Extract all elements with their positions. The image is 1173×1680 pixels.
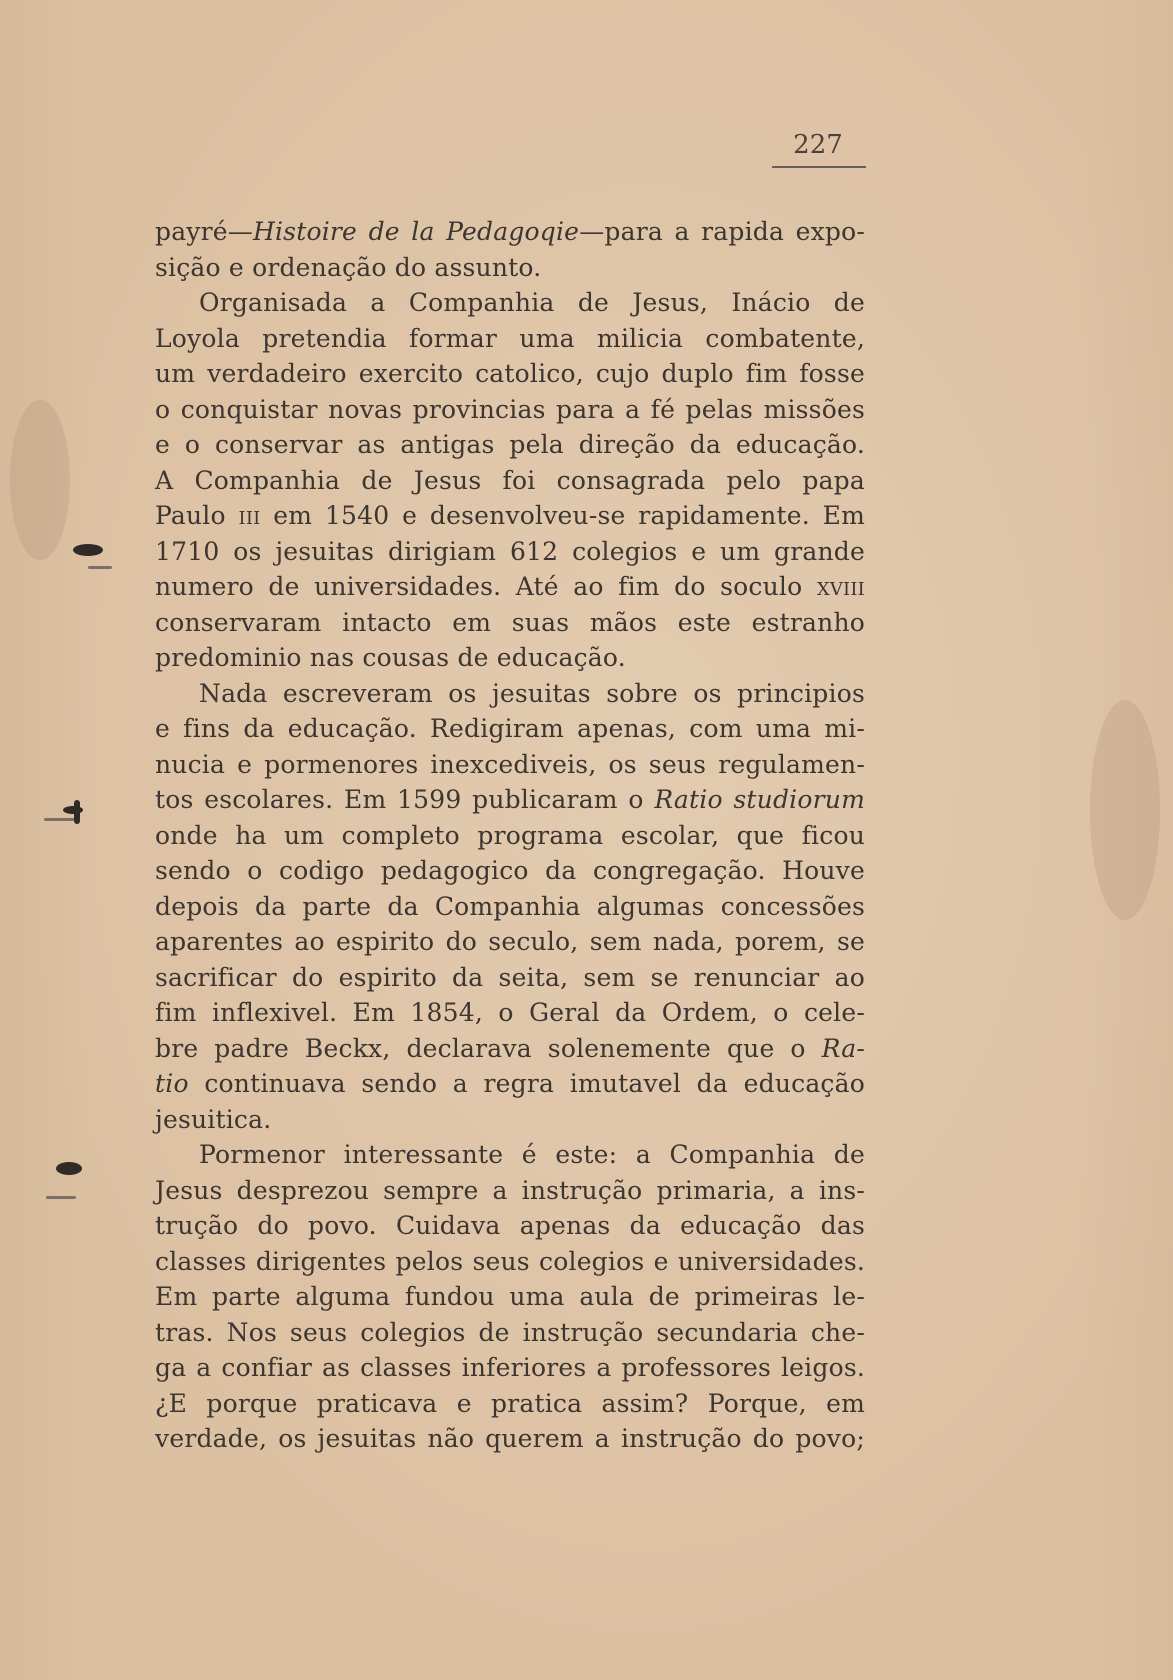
text-line xyxy=(155,924,865,960)
text-segment: bre padre Beckx, declarava solenemente que o xyxy=(155,1033,822,1063)
text-segment: numero de universidades. Até ao fim do soculo xyxy=(155,572,817,601)
text-segment: Nada escreveram os jesuitas sobre os principios xyxy=(199,678,865,708)
text-segment: aparentes ao espirito do seculo, sem nada, porem, se xyxy=(155,927,865,956)
text-segment: jesuitica. xyxy=(155,1104,272,1134)
text-line xyxy=(155,853,865,889)
text-line xyxy=(155,676,865,712)
text-segment: fim inflexivel. Em 1854, o Geral da Ordem, o cele- xyxy=(155,998,865,1027)
text-segment: predominio nas cousas de educação. xyxy=(155,643,626,672)
text-segment: um verdadeiro exercito catolico, cujo duplo fim fosse xyxy=(155,359,865,388)
text-line xyxy=(155,250,865,286)
text-line xyxy=(155,1421,865,1457)
text-segment: Paulo xyxy=(155,501,239,530)
text-segment: onde ha um completo programa escolar, que ficou xyxy=(155,820,865,850)
italic-text: tio xyxy=(155,1069,189,1098)
binding-hole-shadow xyxy=(88,566,112,569)
text-segment: depois da parte da Companhia algumas concessões xyxy=(155,891,865,921)
text-segment: e o conservar as antigas pela direção da educação. xyxy=(155,430,865,459)
text-line xyxy=(155,285,865,321)
text-line xyxy=(155,782,865,818)
text-line xyxy=(155,356,865,392)
text-line xyxy=(155,1208,865,1244)
text-line xyxy=(155,1031,865,1067)
text-line xyxy=(155,427,865,463)
text-line xyxy=(155,960,865,996)
text-segment: ¿E porque praticava e pratica assim? Porque, em xyxy=(155,1388,865,1418)
text-line xyxy=(155,711,865,747)
text-line xyxy=(155,1066,865,1102)
text-line xyxy=(155,889,865,925)
text-line xyxy=(155,569,865,605)
text-line xyxy=(155,640,865,676)
italic-text: Histoire de la Pedagoqie xyxy=(252,217,580,246)
text-segment: trução do povo. Cuidava apenas da educação das xyxy=(155,1211,865,1240)
text-segment: continuava sendo a regra imutavel da educação xyxy=(188,1069,865,1098)
italic-text: Ratio studiorum xyxy=(654,785,865,814)
text-segment: tras. Nos seus colegios de instrução secundaria che- xyxy=(155,1317,865,1347)
text-line xyxy=(155,995,865,1031)
text-line xyxy=(155,534,865,570)
text-segment: o conquistar novas provincias para a fé pelas missões xyxy=(155,394,865,424)
italic-text: Ra- xyxy=(821,1033,865,1063)
text-line xyxy=(155,605,865,641)
text-line xyxy=(155,1279,865,1315)
binding-hole-mark xyxy=(74,800,80,824)
text-line xyxy=(155,1173,865,1209)
text-line xyxy=(155,1315,865,1351)
text-segment: verdade, os jesuitas não querem a instrução do povo; xyxy=(155,1424,865,1453)
text-line xyxy=(155,1386,865,1422)
text-line xyxy=(155,463,865,499)
text-segment: sacrificar do espirito da seita, sem se renunciar ao xyxy=(155,962,865,992)
text-line xyxy=(155,1137,865,1173)
text-line xyxy=(155,1102,865,1138)
text-line xyxy=(155,498,865,534)
text-line xyxy=(155,1350,865,1386)
text-segment: conservaram intacto em suas mãos este estranho xyxy=(155,607,865,637)
text-segment: Organisada a Companhia de Jesus, Inácio de xyxy=(199,288,865,317)
text-segment: payré— xyxy=(155,217,253,246)
page-number-rule xyxy=(772,166,866,168)
text-segment: Pormenor interessante é este: a Companhia de xyxy=(199,1140,865,1169)
text-segment: ga a confiar as classes inferiores a professores leigos. xyxy=(155,1353,865,1382)
text-line xyxy=(155,818,865,854)
text-segment: em 1540 e desenvolveu-se rapidamente. Em xyxy=(260,501,865,530)
text-segment: sição e ordenação do assunto. xyxy=(155,252,542,282)
binding-hole-shadow xyxy=(46,1196,76,1199)
text-segment: sendo o codigo pedagogico da congregação. Houve xyxy=(155,856,865,885)
text-segment: nucia e pormenores inexcediveis, os seus regulamen- xyxy=(155,749,865,779)
text-segment: 1710 os jesuitas dirigiam 612 colegios e um grande xyxy=(155,536,865,566)
text-segment: Loyola pretendia formar uma milicia combatente, xyxy=(155,323,865,353)
binding-hole-mark xyxy=(56,1162,82,1175)
text-line xyxy=(155,1244,865,1280)
text-line xyxy=(155,321,865,357)
paper-stain xyxy=(1090,700,1160,920)
text-line xyxy=(155,747,865,783)
body-text xyxy=(155,214,865,1457)
text-line xyxy=(155,392,865,428)
text-segment: A Companhia de Jesus foi consagrada pelo papa xyxy=(155,465,865,495)
text-segment: Em parte alguma fundou uma aula de primeiras le- xyxy=(155,1282,865,1311)
binding-hole-shadow xyxy=(44,818,76,821)
roman-numeral: iii xyxy=(238,501,261,530)
text-segment: Jesus desprezou sempre a instrução primaria, a ins- xyxy=(155,1175,865,1205)
text-segment: classes dirigentes pelos seus colegios e universidades. xyxy=(155,1246,865,1276)
paper-stain xyxy=(10,400,70,560)
page-number: 227 xyxy=(793,130,843,160)
binding-hole-mark xyxy=(73,544,103,556)
roman-numeral: xviii xyxy=(816,572,865,601)
text-segment: —para a rapida expo- xyxy=(579,217,865,246)
text-line xyxy=(155,214,865,250)
text-segment: e fins da educação. Redigiram apenas, com uma mi- xyxy=(155,714,865,743)
text-segment: tos escolares. Em 1599 publicaram o xyxy=(155,785,655,814)
binding-hole-mark xyxy=(63,806,83,814)
